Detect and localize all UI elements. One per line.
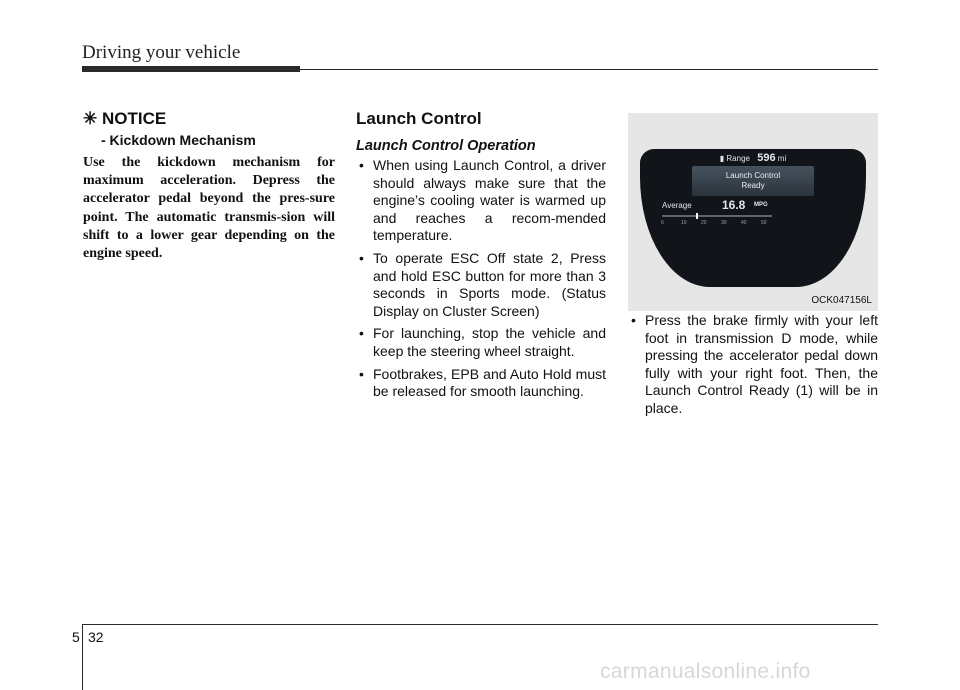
launch-bullet-list-2: [628, 312, 878, 418]
figure-caption: OCK047156L: [811, 295, 872, 306]
average-readout: [662, 198, 842, 212]
ready-label: Ready: [741, 181, 765, 190]
section-title: Launch Control: [356, 109, 482, 128]
running-header: Driving your vehicle: [82, 42, 241, 63]
scale-tick-label: 20: [701, 220, 707, 226]
notice-body: Use the kickdown mechanism for maximum acceleration. Depress the accelerator pedal beyond the pres-sure point. The automatic transmis-sion will shift to a lower gear depending on the engine speed.: [83, 155, 335, 262]
notice-section: [83, 108, 335, 263]
list-item: • Press the brake firmly with your left foot in transmission D mode, while pressing the accelerator pedal down fully with your right foot. Then, the Launch Control Ready (1) will be in place.: [628, 312, 878, 418]
notice-title: ✳ NOTICE: [83, 109, 167, 128]
launch-control-label: Launch Control: [725, 171, 781, 180]
scale-tick-label: 10: [681, 220, 687, 226]
range-label: Range: [726, 154, 750, 163]
list-item: • Footbrakes, EPB and Auto Hold must be released for smooth launching.: [356, 366, 606, 401]
page-number: 32: [88, 629, 104, 645]
launch-control-ready-box: [692, 166, 814, 196]
average-marker: [696, 213, 698, 219]
footer-vertical-rule: [82, 624, 83, 690]
footer-rule: [82, 624, 878, 625]
launch-bullet-list: [356, 157, 606, 401]
list-item: • When using Launch Control, a driver should always make sure that the engine’s cooling water is warmed up and reaches a recom-mended temperature.: [356, 157, 606, 245]
launch-control-section: [356, 108, 606, 406]
scale-tick-label: 30: [721, 220, 727, 226]
list-item: • To operate ESC Off state 2, Press and hold ESC button for more than 3 seconds in Sports mode. (Status Display on Cluster Screen): [356, 250, 606, 320]
header-rule-thin: [300, 69, 878, 70]
average-value: 16.8: [722, 198, 746, 212]
section-number: 5: [72, 629, 80, 645]
average-label: Average: [662, 201, 692, 210]
notice-subtitle: - Kickdown Mechanism: [101, 132, 256, 148]
watermark: carmanualsonline.info: [600, 660, 811, 683]
scale-tick-label: 0: [661, 220, 664, 226]
range-unit: mi: [777, 154, 787, 163]
list-item: • For launching, stop the vehicle and keep the steering wheel straight.: [356, 325, 606, 360]
section-subtitle: Launch Control Operation: [356, 138, 536, 154]
cluster-figure: [628, 113, 878, 311]
range-value: 596: [757, 152, 776, 164]
header-rule-thick: [82, 66, 300, 72]
average-bar: [662, 215, 772, 217]
range-readout: [640, 152, 866, 164]
scale-tick-label: 50: [761, 220, 767, 226]
figure-column: [628, 113, 878, 423]
scale-tick-label: 40: [741, 220, 747, 226]
average-unit: MPG: [754, 202, 768, 208]
average-scale: [661, 220, 781, 228]
fuel-pump-icon: ▮: [719, 154, 725, 163]
cluster-screen: [640, 149, 866, 287]
